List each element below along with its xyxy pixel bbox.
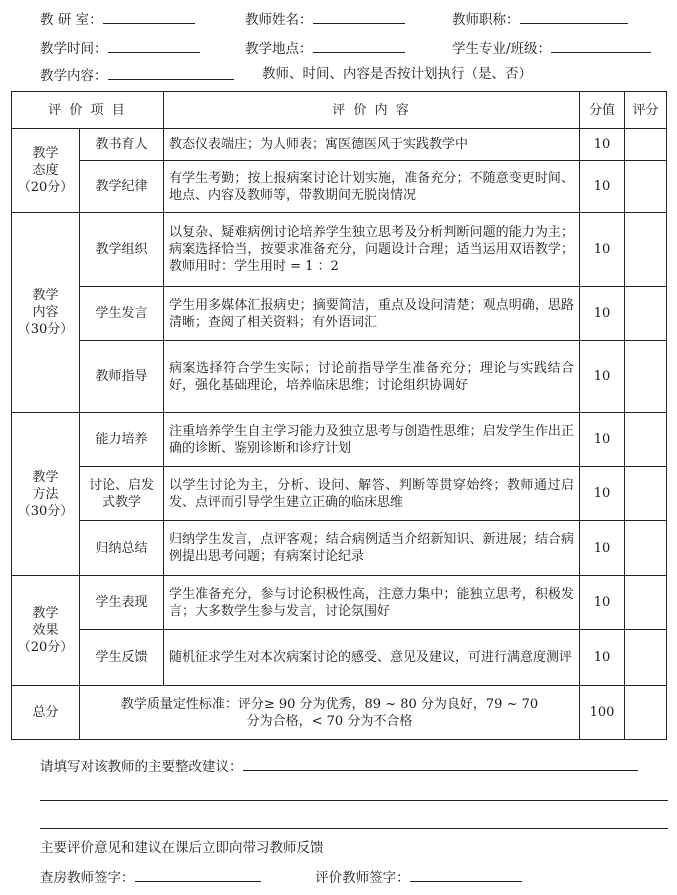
signature-row (40, 866, 668, 888)
rating-cell[interactable] (625, 287, 667, 341)
department-field (40, 8, 195, 30)
teacher-name-input[interactable] (313, 8, 405, 24)
evaluator-sign-label: 评价教师签字： (315, 870, 410, 886)
item-label: 归纳总结 (80, 521, 164, 576)
teacher-name-field (245, 8, 405, 30)
inspector-sign-label: 查房教师签字： (40, 870, 135, 886)
header-row-3 (0, 64, 677, 84)
item-score: 10 (580, 521, 625, 576)
teaching-time-field (40, 37, 200, 59)
teaching-time-input[interactable] (108, 37, 200, 53)
table-row (12, 413, 667, 467)
item-content: 归纳学生发言，点评客观；结合病例适当介绍新知识、新进展；结合病例提出思考问题；有病案讨论纪录 (164, 521, 580, 576)
teacher-title-input[interactable] (520, 8, 628, 24)
evaluator-sign-input[interactable] (410, 866, 522, 882)
item-content: 病案选择符合学生实际；讨论前指导学生准备充分；理论与实践结合好，强化基础理论，培养临床思维；讨论组织协调好 (164, 341, 580, 413)
category-method: 教学 方法 （30分） (12, 413, 80, 576)
quality-standard-line-1: 教学质量定性标准：评分≥ 90 分为优秀，89 ~ 80 分为良好，79 ~ 70 (120, 696, 539, 712)
item-content: 有学生考勤；按上报病案讨论计划实施，准备充分；不随意变更时间、地点、内容及教师等，带教期间无脱岗情况 (164, 161, 580, 213)
table-row (12, 341, 667, 413)
department-label: 教 研 室： (40, 12, 103, 28)
item-content: 学生用多媒体汇报病史；摘要简洁，重点及设问清楚；观点明确，思路清晰；查阅了相关资料；有外语词汇 (164, 287, 580, 341)
item-label: 学生发言 (80, 287, 164, 341)
item-content: 随机征求学生对本次病案讨论的感受、意见及建议，可进行满意度测评 (164, 630, 580, 686)
total-label: 总分 (12, 686, 80, 740)
item-content: 以学生讨论为主，分析、设问、解答、判断等贯穿始终；教师通过启发、点评而引导学生建立正确的临床思维 (164, 467, 580, 521)
suggestion-input[interactable] (243, 755, 638, 771)
suggestion-label: 请填写对该教师的主要整改建议： (40, 759, 243, 775)
feedback-note: 主要评价意见和建议在课后立即向带习教师反馈 (40, 840, 324, 856)
item-score: 10 (580, 161, 625, 213)
item-label: 讨论、启发式教学 (80, 467, 164, 521)
total-rating-cell[interactable] (625, 686, 667, 740)
col-header-score: 分值 (580, 92, 625, 129)
teaching-place-input[interactable] (313, 37, 405, 53)
table-header-row (12, 92, 667, 129)
total-row (12, 686, 667, 740)
suggestion-field (40, 755, 668, 777)
table-row (12, 287, 667, 341)
teaching-content-label: 教学内容： (40, 68, 108, 84)
rating-cell[interactable] (625, 467, 667, 521)
item-score: 10 (580, 630, 625, 686)
student-major-field (452, 37, 651, 59)
total-score: 100 (580, 686, 625, 740)
evaluation-table (11, 91, 667, 740)
header-row-1 (0, 8, 677, 28)
category-effect: 教学 效果 （20分） (12, 576, 80, 686)
rating-cell[interactable] (625, 129, 667, 161)
teaching-content-input[interactable] (108, 64, 234, 80)
item-label: 能力培养 (80, 413, 164, 467)
teacher-name-label: 教师姓名： (245, 12, 313, 28)
item-score: 10 (580, 467, 625, 521)
item-label: 教学纪律 (80, 161, 164, 213)
table-row (12, 467, 667, 521)
teaching-content-field (40, 64, 234, 86)
item-content: 教态仪表端庄；为人师表；寓医德医风于实践教学中 (164, 129, 580, 161)
rating-cell[interactable] (625, 161, 667, 213)
teacher-title-field (452, 8, 628, 30)
rating-cell[interactable] (625, 213, 667, 287)
table-row (12, 576, 667, 630)
item-score: 10 (580, 213, 625, 287)
quality-standard (80, 686, 580, 740)
rating-cell[interactable] (625, 630, 667, 686)
item-content: 学生准备充分，参与讨论积极性高，注意力集中；能独立思考，积极发言；大多数学生参与发言，讨论氛围好 (164, 576, 580, 630)
rating-cell[interactable] (625, 521, 667, 576)
item-score: 10 (580, 129, 625, 161)
teaching-place-label: 教学地点： (245, 41, 313, 57)
col-header-content: 评 价 内 容 (164, 92, 580, 129)
teaching-time-label: 教学时间： (40, 41, 108, 57)
teacher-title-label: 教师职称： (452, 12, 520, 28)
plan-check-text: 教师、时间、内容是否按计划执行（是、否） (262, 66, 532, 82)
table-row (12, 129, 667, 161)
item-label: 教学组织 (80, 213, 164, 287)
department-input[interactable] (103, 8, 195, 24)
table-row (12, 630, 667, 686)
suggestion-line-3[interactable] (40, 828, 668, 829)
quality-standard-line-2: 分为合格，< 70 分为不合格 (246, 713, 413, 729)
table-row (12, 521, 667, 576)
item-label: 学生反馈 (80, 630, 164, 686)
table-row (12, 213, 667, 287)
suggestion-line-2[interactable] (40, 800, 668, 801)
header-row-2 (0, 37, 677, 57)
rating-cell[interactable] (625, 413, 667, 467)
student-major-input[interactable] (551, 37, 651, 53)
table-row (12, 161, 667, 213)
item-content: 以复杂、疑难病例讨论培养学生独立思考及分析判断问题的能力为主；病案选择恰当，按要求准备充分，问题设计合理；适当运用双语教学；教师用时：学生用时 = 1 ：2 (164, 213, 580, 287)
item-label: 教书育人 (80, 129, 164, 161)
item-score: 10 (580, 413, 625, 467)
item-content: 注重培养学生自主学习能力及独立思考与创造性思维；启发学生作出正确的诊断、鉴别诊断和诊疗计划 (164, 413, 580, 467)
category-content: 教学 内容 （30分） (12, 213, 80, 413)
item-score: 10 (580, 287, 625, 341)
category-attitude: 教学 态度 （20分） (12, 129, 80, 213)
student-major-label: 学生专业/班级： (452, 41, 552, 57)
inspector-sign-input[interactable] (135, 866, 261, 882)
teaching-place-field (245, 37, 405, 59)
item-label: 学生表现 (80, 576, 164, 630)
item-score: 10 (580, 341, 625, 413)
col-header-rating: 评分 (625, 92, 667, 129)
rating-cell[interactable] (625, 341, 667, 413)
col-header-items: 评 价 项 目 (12, 92, 164, 129)
item-score: 10 (580, 576, 625, 630)
rating-cell[interactable] (625, 576, 667, 630)
item-label: 教师指导 (80, 341, 164, 413)
